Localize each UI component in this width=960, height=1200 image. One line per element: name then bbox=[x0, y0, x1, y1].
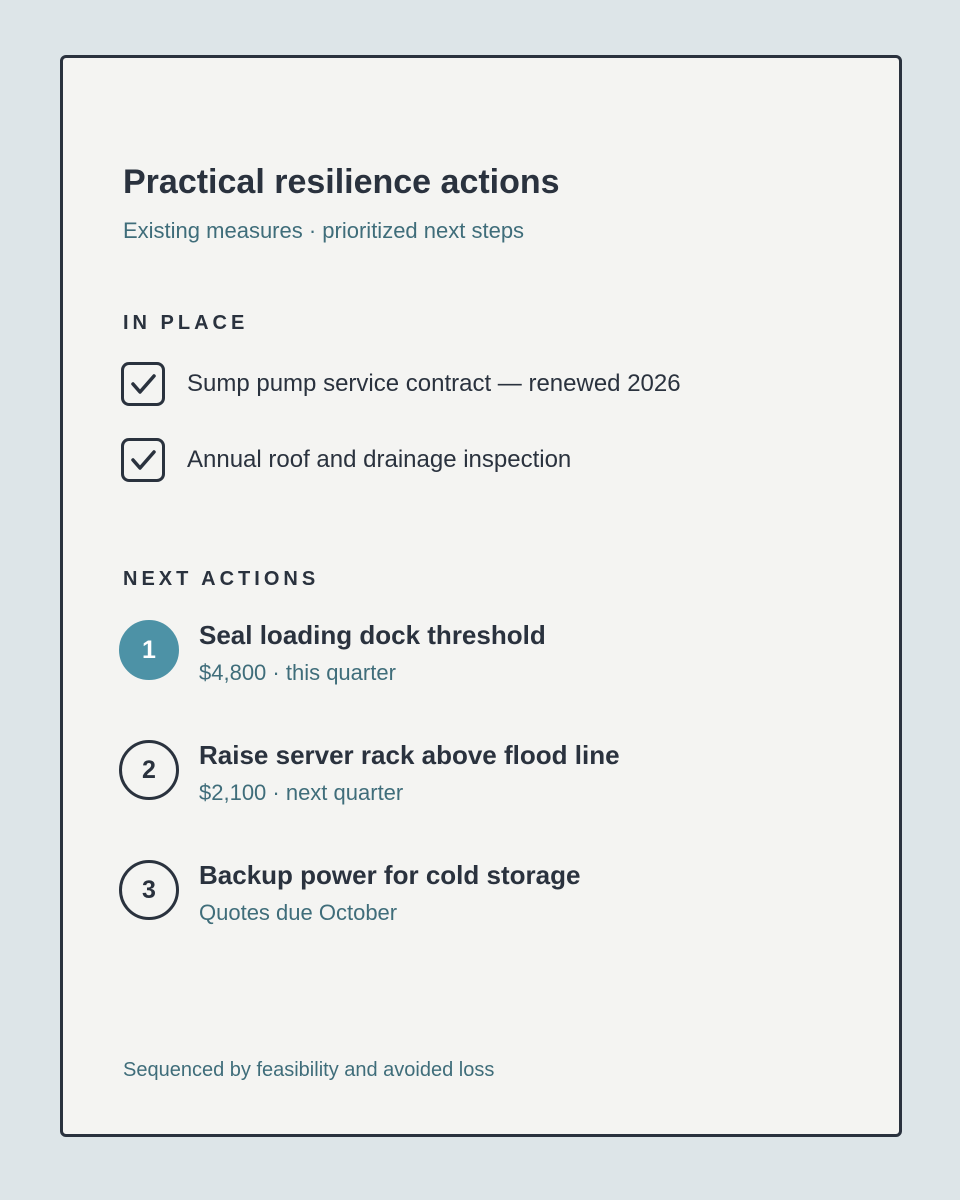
in-place-item-label: Sump pump service contract — renewed 2026 bbox=[187, 370, 681, 397]
page-subtitle: Existing measures · prioritized next steps bbox=[123, 218, 525, 243]
next-action-item bbox=[119, 620, 879, 700]
in-place-item bbox=[121, 360, 681, 408]
next-actions-heading: NEXT ACTIONS bbox=[123, 568, 320, 590]
action-detail: Quotes due October bbox=[199, 900, 398, 925]
action-detail: $2,100 · next quarter bbox=[199, 780, 404, 805]
in-place-heading: IN PLACE bbox=[123, 312, 249, 334]
resilience-card bbox=[60, 55, 902, 1137]
checkbox-checked-icon bbox=[121, 438, 165, 482]
in-place-item bbox=[121, 436, 571, 484]
action-title: Seal loading dock threshold bbox=[199, 620, 546, 650]
action-detail: $4,800 · this quarter bbox=[199, 660, 396, 685]
footer-note: Sequenced by feasibility and avoided loss bbox=[123, 1059, 495, 1081]
next-action-item bbox=[119, 740, 879, 820]
checkbox-checked-icon bbox=[121, 362, 165, 406]
in-place-item-label: Annual roof and drainage inspection bbox=[187, 446, 572, 473]
action-title: Backup power for cold storage bbox=[199, 860, 581, 890]
next-action-item bbox=[119, 860, 879, 940]
step-number-badge: 2 bbox=[119, 740, 179, 800]
action-title: Raise server rack above flood line bbox=[199, 740, 620, 770]
step-number-badge: 3 bbox=[119, 860, 179, 920]
step-number-badge: 1 bbox=[119, 620, 179, 680]
page-title: Practical resilience actions bbox=[123, 163, 560, 201]
